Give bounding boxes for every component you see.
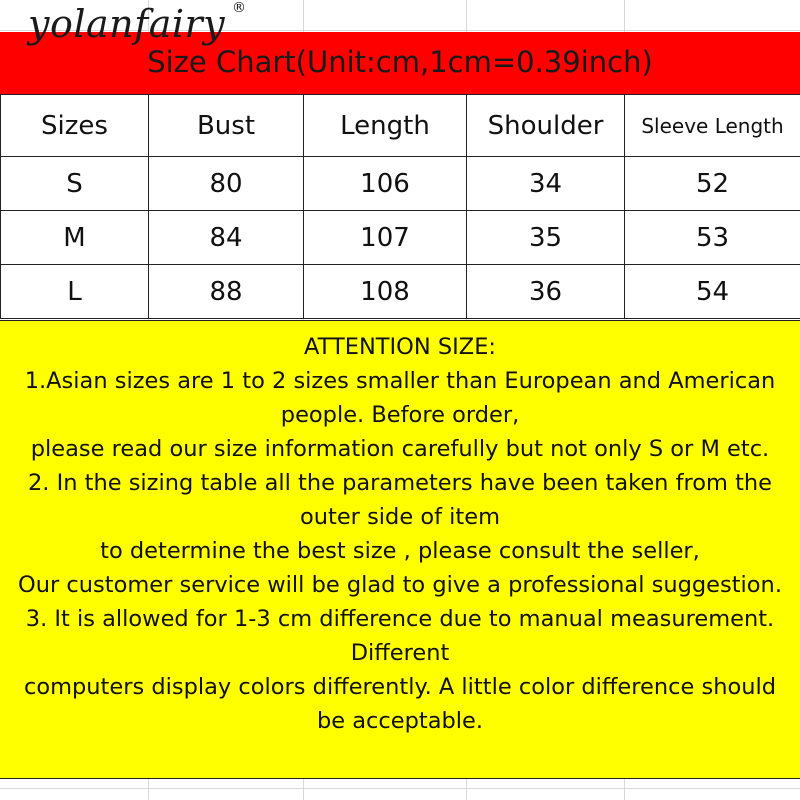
attention-notice [0,320,800,779]
size-table [0,94,800,319]
cell-shoulder: 34 [467,157,625,211]
notice-line: Our customer service will be glad to give a professional suggestion. [18,572,782,598]
registered-mark: ® [232,0,246,16]
cell-shoulder: 35 [467,211,625,265]
header-sizes: Sizes [1,95,149,157]
notice-heading: ATTENTION SIZE: [304,334,496,360]
cell-size: L [1,265,149,319]
notice-line: 1.Asian sizes are 1 to 2 sizes smaller than European and American [24,368,776,394]
header-shoulder: Shoulder [467,95,625,157]
table-row [1,265,800,319]
table-row [1,211,800,265]
table-header-row [1,95,800,157]
notice-line: please read our size information carefully but not only S or M etc. [30,436,770,462]
notice-line: people. Before order, [280,402,520,428]
cell-length: 108 [304,265,467,319]
cell-sleeve-length: 53 [625,211,800,265]
header-length: Length [304,95,467,157]
notice-line: be acceptable. [316,708,484,734]
cell-sleeve-length: 52 [625,157,800,211]
cell-size: M [1,211,149,265]
notice-line: 2. In the sizing table all the parameters have been taken from the [27,470,773,496]
grid-line [0,788,800,789]
cell-size: S [1,157,149,211]
cell-length: 107 [304,211,467,265]
notice-line: outer side of item [299,504,501,530]
brand-logo: yolanfairy [28,2,226,46]
notice-line: to determine the best size , please consult the seller, [100,538,700,564]
cell-sleeve-length: 54 [625,265,800,319]
cell-shoulder: 36 [467,265,625,319]
cell-bust: 84 [149,211,304,265]
notice-line: Different [350,640,450,666]
cell-bust: 88 [149,265,304,319]
cell-bust: 80 [149,157,304,211]
header-bust: Bust [149,95,304,157]
notice-line: computers display colors differently. A little color difference should [23,674,777,700]
notice-line: 3. It is allowed for 1-3 cm difference due to manual measurement. [25,606,775,632]
cell-length: 106 [304,157,467,211]
header-sleeve-length: Sleeve Length [625,95,800,157]
table-row [1,157,800,211]
banner-title: Size Chart(Unit:cm,1cm=0.39inch) [147,45,653,79]
